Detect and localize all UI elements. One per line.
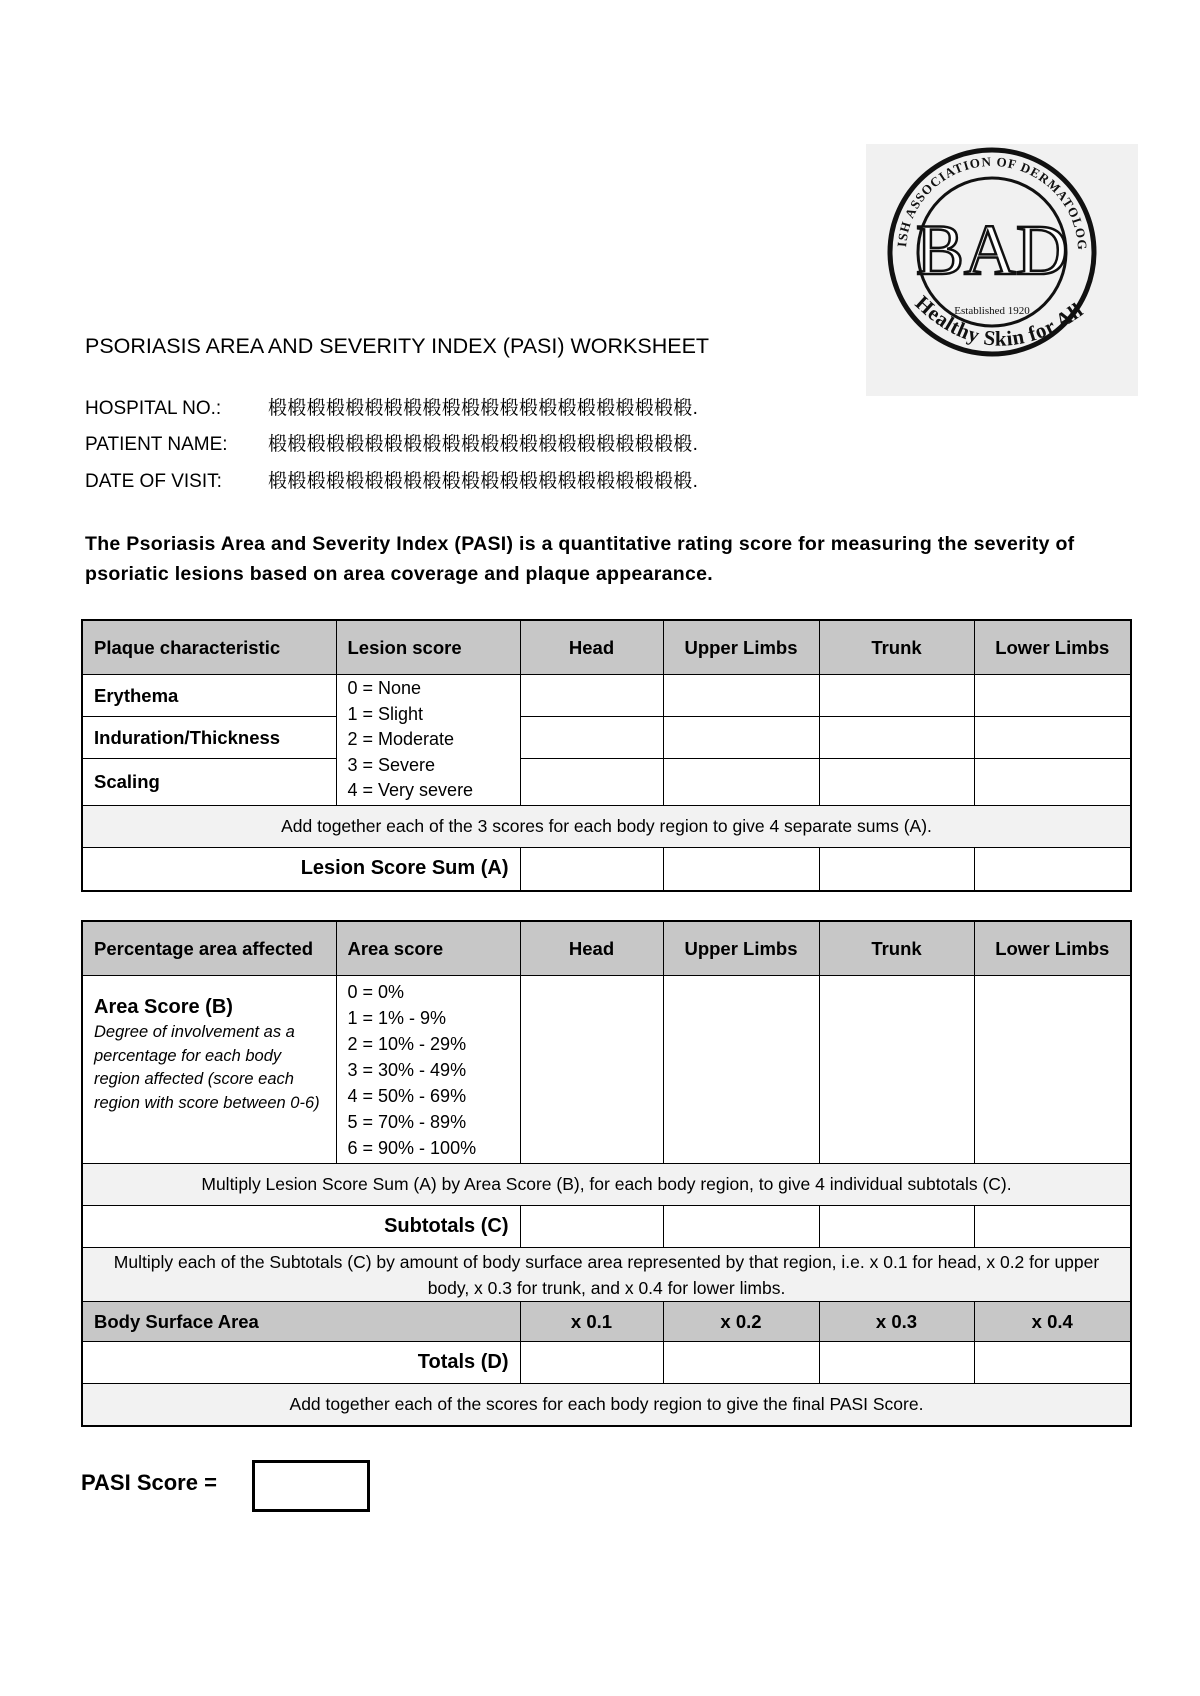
col-trunk: Trunk — [819, 620, 974, 675]
table-row — [82, 1302, 1131, 1342]
date-of-visit-field — [85, 466, 698, 493]
table-row — [82, 806, 1131, 848]
note-subtotal-c: Multiply Lesion Score Sum (A) by Area Score (B), for each body region, to give 4 individual subtotals (C). — [82, 1164, 1131, 1206]
table-row — [82, 717, 1131, 759]
scale-item: 3 = 30% - 49% — [347, 1059, 467, 1080]
total-head-cell[interactable] — [520, 1342, 663, 1384]
induration-trunk-cell[interactable] — [819, 717, 974, 759]
area-head-cell[interactable] — [520, 976, 663, 1164]
patient-name-field — [85, 429, 698, 456]
hospital-no-label: HOSPITAL NO.: — [85, 398, 222, 419]
multiplier-lower-limbs: x 0.4 — [974, 1302, 1131, 1342]
total-lower-limbs-cell[interactable] — [974, 1342, 1131, 1384]
logo-ring-text: ISH ASSOCIATION OF DERMATOLOG — [894, 153, 1091, 252]
row-erythema: Erythema — [82, 675, 336, 717]
lesion-score-scale — [336, 675, 520, 806]
scaling-trunk-cell[interactable] — [819, 759, 974, 806]
induration-lower-limbs-cell[interactable] — [974, 717, 1131, 759]
sum-head-cell[interactable] — [520, 848, 663, 891]
col-lesion-score: Lesion score — [336, 620, 520, 675]
scale-item: 6 = 90% - 100% — [347, 1137, 477, 1158]
table-row — [82, 1342, 1131, 1384]
multiplier-upper-limbs: x 0.2 — [663, 1302, 819, 1342]
table-row — [82, 848, 1131, 891]
subtotal-upper-limbs-cell[interactable] — [663, 1206, 819, 1248]
area-upper-limbs-cell[interactable] — [663, 976, 819, 1164]
logo-established: Established 1920 — [954, 305, 1030, 317]
total-trunk-cell[interactable] — [819, 1342, 974, 1384]
col-plaque-characteristic: Plaque characteristic — [82, 620, 336, 675]
bad-logo — [866, 144, 1138, 396]
scale-item: 1 = Slight — [347, 703, 424, 724]
note-sum-a: Add together each of the 3 scores for each body region to give 4 separate sums (A). — [82, 806, 1131, 848]
col-area-score: Area score — [336, 921, 520, 976]
patient-name-value[interactable]: 椴椴椴椴椴椴椴椴椴椴椴椴椴椴椴椴椴椴椴椴椴椴. — [268, 434, 699, 455]
erythema-lower-limbs-cell[interactable] — [974, 675, 1131, 717]
area-score-description-cell — [82, 976, 336, 1164]
total-upper-limbs-cell[interactable] — [663, 1342, 819, 1384]
table-row — [82, 1248, 1131, 1302]
row-scaling: Scaling — [82, 759, 336, 806]
scaling-lower-limbs-cell[interactable] — [974, 759, 1131, 806]
bad-seal-graphic — [866, 144, 1138, 396]
table-header-row — [82, 921, 1131, 976]
area-trunk-cell[interactable] — [819, 976, 974, 1164]
sum-lower-limbs-cell[interactable] — [974, 848, 1131, 891]
area-score-title: Area Score (B) — [94, 996, 233, 1018]
scale-item: 4 = Very severe — [347, 780, 474, 801]
scale-item: 2 = 10% - 29% — [347, 1033, 467, 1054]
induration-upper-limbs-cell[interactable] — [663, 717, 819, 759]
sum-trunk-cell[interactable] — [819, 848, 974, 891]
table-row — [82, 1206, 1131, 1248]
col-percentage-area: Percentage area affected — [82, 921, 336, 976]
note-body-surface: Multiply each of the Subtotals (C) by amount of body surface area represented by that region, i.e. x 0.1 for head, x 0.2 for upper body, x 0.3 for trunk, and x 0.4 for lower limbs. — [82, 1248, 1131, 1302]
logo-monogram: BAD — [915, 210, 1069, 290]
erythema-upper-limbs-cell[interactable] — [663, 675, 819, 717]
table-row — [82, 976, 1131, 1164]
subtotal-head-cell[interactable] — [520, 1206, 663, 1248]
scale-item: 1 = 1% - 9% — [347, 1007, 447, 1028]
sum-upper-limbs-cell[interactable] — [663, 848, 819, 891]
table-row — [82, 1384, 1131, 1426]
subtotals-label: Subtotals (C) — [82, 1206, 520, 1248]
induration-head-cell[interactable] — [520, 717, 663, 759]
subtotal-lower-limbs-cell[interactable] — [974, 1206, 1131, 1248]
row-induration: Induration/Thickness — [82, 717, 336, 759]
note-final-score: Add together each of the scores for each body region to give the final PASI Score. — [82, 1384, 1131, 1426]
intro-paragraph: The Psoriasis Area and Severity Index (PASI) is a quantitative rating score for measuring the severity of psoriatic lesions based on area coverage and plaque appearance. — [85, 533, 1075, 585]
lesion-score-table — [81, 619, 1132, 892]
hospital-no-value[interactable]: 椴椴椴椴椴椴椴椴椴椴椴椴椴椴椴椴椴椴椴椴椴椴. — [268, 398, 699, 419]
scale-item: 5 = 70% - 89% — [347, 1111, 467, 1132]
multiplier-head: x 0.1 — [520, 1302, 663, 1342]
pasi-score-label: PASI Score = — [81, 1470, 217, 1495]
area-score-scale — [336, 976, 520, 1164]
scale-item: 3 = Severe — [347, 754, 436, 775]
scale-item: 4 = 50% - 69% — [347, 1085, 467, 1106]
scaling-head-cell[interactable] — [520, 759, 663, 806]
multiplier-trunk: x 0.3 — [819, 1302, 974, 1342]
area-score-table — [81, 920, 1132, 1427]
scaling-upper-limbs-cell[interactable] — [663, 759, 819, 806]
table-header-row — [82, 620, 1131, 675]
area-score-description: Degree of involvement as a percentage for each body region affected (score each region with score between 0-6) — [94, 1023, 320, 1112]
body-surface-area-label: Body Surface Area — [82, 1302, 520, 1342]
erythema-head-cell[interactable] — [520, 675, 663, 717]
table-row — [82, 675, 1131, 717]
patient-name-label: PATIENT NAME: — [85, 434, 228, 455]
area-lower-limbs-cell[interactable] — [974, 976, 1131, 1164]
col-trunk: Trunk — [819, 921, 974, 976]
pasi-score-box[interactable] — [252, 1460, 370, 1512]
col-lower-limbs: Lower Limbs — [974, 620, 1131, 675]
col-head: Head — [520, 620, 663, 675]
col-lower-limbs: Lower Limbs — [974, 921, 1131, 976]
hospital-no-field — [85, 393, 698, 420]
lesion-score-sum-label: Lesion Score Sum (A) — [82, 848, 520, 891]
erythema-trunk-cell[interactable] — [819, 675, 974, 717]
date-of-visit-label: DATE OF VISIT: — [85, 471, 222, 492]
scale-item: 2 = Moderate — [347, 729, 455, 750]
col-upper-limbs: Upper Limbs — [663, 620, 819, 675]
scale-item: 0 = None — [347, 678, 422, 699]
date-of-visit-value[interactable]: 椴椴椴椴椴椴椴椴椴椴椴椴椴椴椴椴椴椴椴椴椴椴. — [268, 471, 699, 492]
scale-item: 0 = 0% — [347, 981, 405, 1002]
table-row — [82, 759, 1131, 806]
col-head: Head — [520, 921, 663, 976]
subtotal-trunk-cell[interactable] — [819, 1206, 974, 1248]
page-title: PSORIASIS AREA AND SEVERITY INDEX (PASI) WORKSHEET — [85, 334, 710, 358]
col-upper-limbs: Upper Limbs — [663, 921, 819, 976]
table-row — [82, 1164, 1131, 1206]
logo-motto: Healthy Skin for All — [910, 290, 1088, 351]
totals-label: Totals (D) — [82, 1342, 520, 1384]
